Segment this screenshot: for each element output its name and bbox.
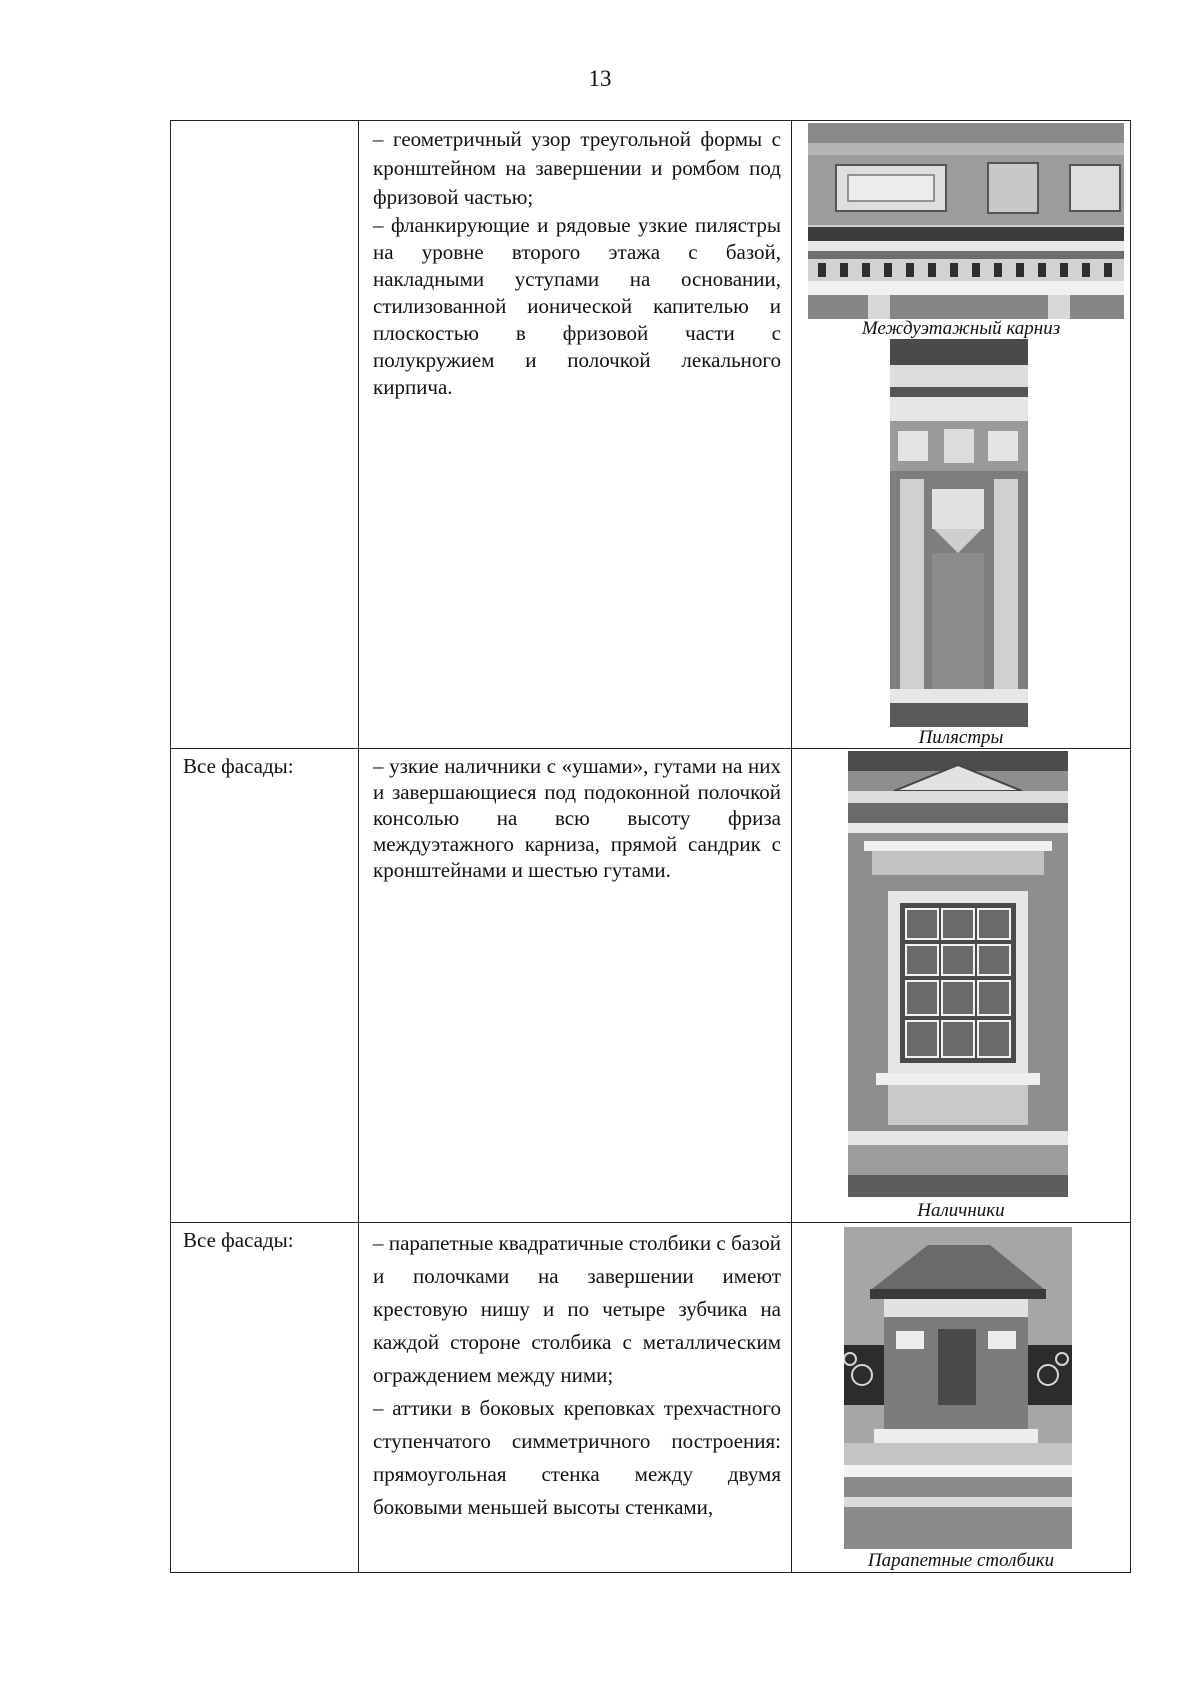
- facade-cell: [171, 749, 359, 1223]
- image-caption: Междуэтажный карниз: [861, 318, 1061, 339]
- facade-cell: [171, 121, 359, 749]
- description-paragraph: – фланкирующие и рядовые узкие пилястры на уровне второго этажа с базой, накладными уступами на основании, стилизованной ионической капителью и плоскостью в фризовой части с полукружием и полочкой лекального кирпича.: [373, 213, 781, 399]
- description-paragraph: – аттики в боковых креповках трехчастного ступенчатого симметричного построения: прямоугольная стенка между двумя боковыми меньшей высоты стенками,: [373, 1396, 781, 1519]
- window-frame-photo: [848, 751, 1068, 1197]
- image-cell: [792, 121, 1131, 749]
- facade-elements-table: [170, 120, 1131, 1573]
- image-caption: Наличники: [917, 1200, 1005, 1221]
- table-row: [171, 1223, 1131, 1573]
- description-paragraph: – парапетные квадратичные столбики с базой и полочками на завершении имеют крестовую нишу и по четыре зубчика на каждой стороне столбика с металлическим ограждением между ними;: [373, 1231, 781, 1387]
- image-caption: Пилястры: [918, 727, 1004, 748]
- description-paragraph: – узкие наличники с «ушами», гутами на них и завершающиеся под подоконной полочкой консолью на всю высоту фриза междуэтажного карниза, прямой сандрик с кронштейнами и шестью гутами.: [373, 754, 781, 882]
- facade-cell: [171, 1223, 359, 1573]
- pilaster-photo: [890, 339, 1028, 727]
- description-paragraph: – геометричный узор треугольной формы с кронштейном на завершении и ромбом под фризовой частью;: [373, 127, 781, 209]
- image-caption: Парапетные столбики: [867, 1550, 1055, 1571]
- parapet-post-photo: [844, 1227, 1072, 1549]
- facade-label: Все фасады:: [183, 1228, 294, 1252]
- facade-label: Все фасады:: [183, 754, 294, 778]
- image-cell: [792, 1223, 1131, 1573]
- table-row: [171, 749, 1131, 1223]
- cornice-photo: [808, 123, 1124, 319]
- image-cell: [792, 749, 1131, 1223]
- page-number: 13: [588, 66, 612, 91]
- description-cell: [359, 1223, 792, 1573]
- description-cell: [359, 749, 792, 1223]
- facade-label: [171, 121, 358, 125]
- description-cell: [359, 121, 792, 749]
- table-row: [171, 121, 1131, 749]
